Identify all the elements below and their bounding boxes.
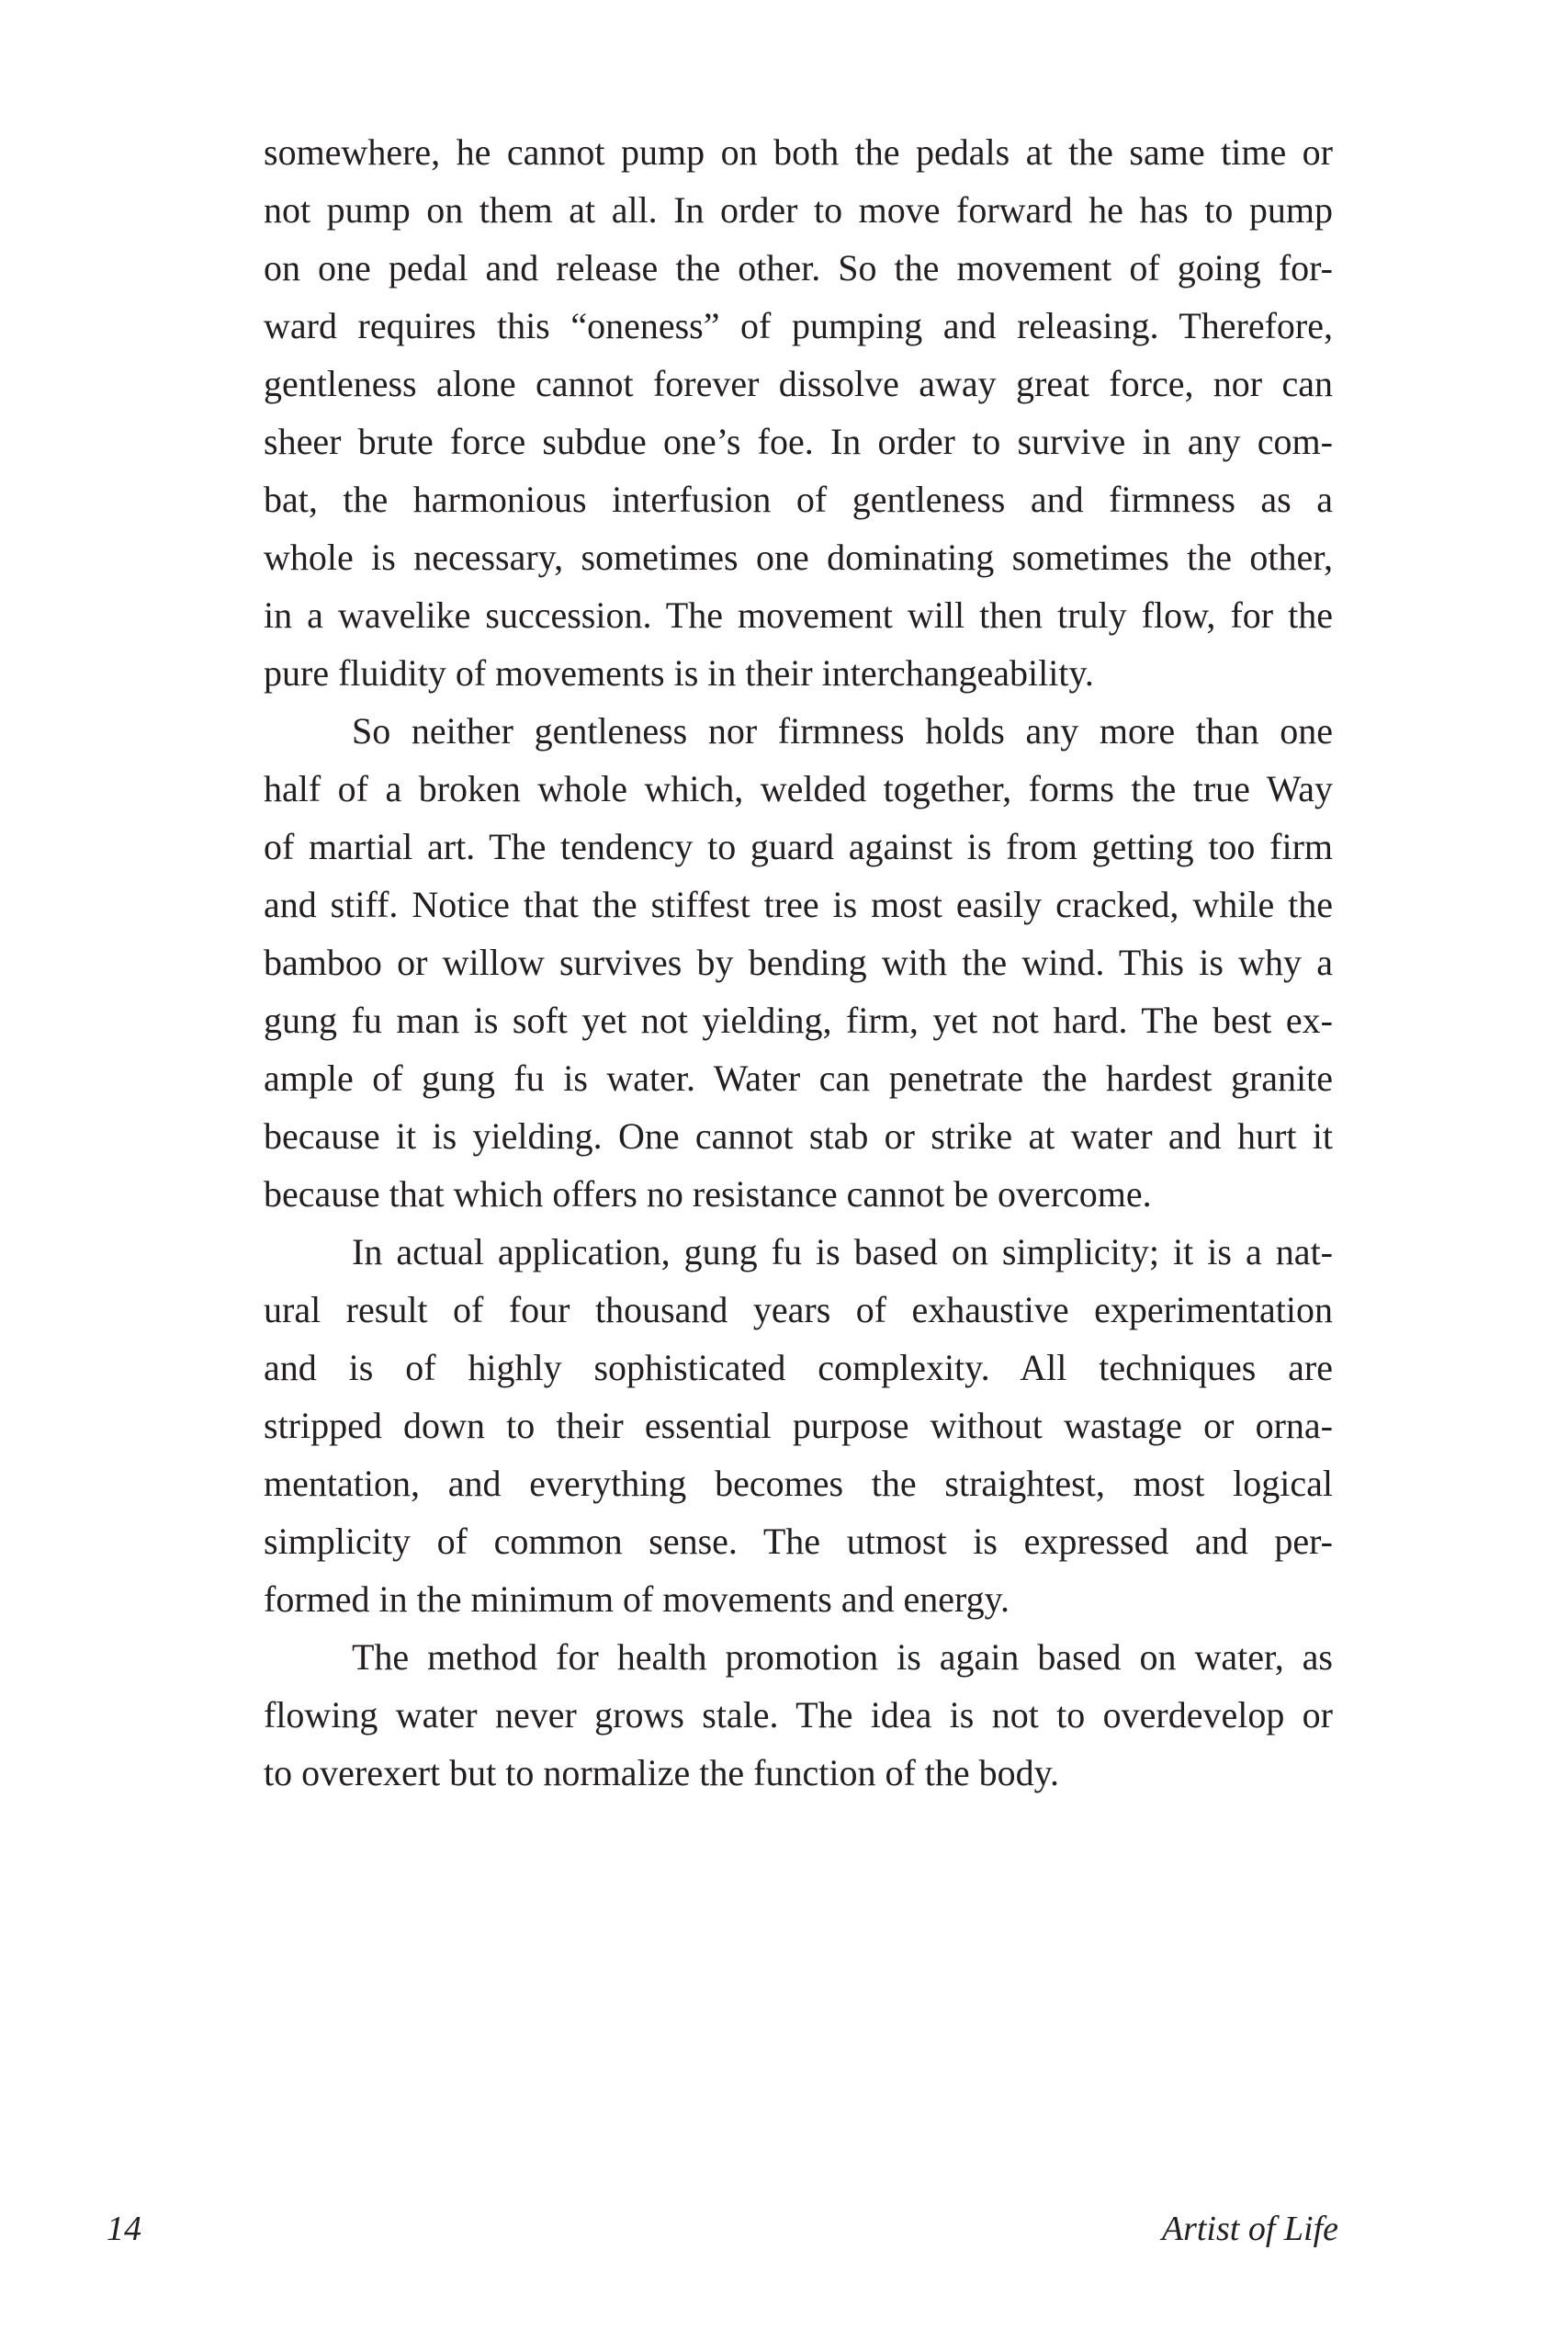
running-title: Artist of Life xyxy=(1161,2210,1338,2248)
text-line: in a wavelike succession. The movement will then truly flow, for the xyxy=(264,594,1333,636)
text-line: formed in the minimum of movements and energy. xyxy=(264,1578,1010,1620)
page-number: 14 xyxy=(107,2210,141,2248)
text-line: whole is necessary, sometimes one dominating sometimes the other, xyxy=(264,537,1333,578)
text-line: So neither gentleness nor firmness holds any more than one xyxy=(352,710,1333,752)
text-line: ward requires this “oneness” of pumping and releasing. Therefore, xyxy=(264,305,1333,346)
paragraph-4 xyxy=(264,1628,1333,1802)
text-line: because it is yielding. One cannot stab or strike at water and hurt it xyxy=(264,1115,1333,1157)
text-line: sheer brute force subdue one’s foe. In order to survive in any com- xyxy=(264,421,1333,462)
text-line: ural result of four thousand years of exhaustive experimentation xyxy=(264,1289,1333,1330)
text-line: The method for health promotion is again based on water, as xyxy=(352,1636,1333,1678)
text-line: somewhere, he cannot pump on both the pedals at the same time or xyxy=(264,131,1333,173)
text-line: half of a broken whole which, welded together, forms the true Way xyxy=(264,768,1333,809)
text-line: simplicity of common sense. The utmost is expressed and per- xyxy=(264,1521,1333,1562)
text-line: and stiff. Notice that the stiffest tree is most easily cracked, while the xyxy=(264,884,1333,925)
text-line: In actual application, gung fu is based on simplicity; it is a nat- xyxy=(352,1231,1333,1272)
text-line: pure fluidity of movements is in their interchangeability. xyxy=(264,652,1094,694)
paragraph-1 xyxy=(264,123,1333,702)
text-line: gung fu man is soft yet not yielding, firm, yet not hard. The best ex- xyxy=(264,1000,1333,1041)
text-line: ample of gung fu is water. Water can penetrate the hardest granite xyxy=(264,1057,1333,1099)
paragraph-2 xyxy=(264,702,1333,1223)
text-line: on one pedal and release the other. So the movement of going for- xyxy=(264,247,1333,288)
text-line: mentation, and everything becomes the straightest, most logical xyxy=(264,1463,1333,1504)
text-line: to overexert but to normalize the function of the body. xyxy=(264,1752,1060,1793)
body-text xyxy=(264,123,1333,1802)
text-line: bat, the harmonious interfusion of gentleness and firmness as a xyxy=(264,479,1333,520)
text-line: stripped down to their essential purpose without wastage or orna- xyxy=(264,1405,1333,1446)
text-line: not pump on them at all. In order to move forward he has to pump xyxy=(264,189,1333,231)
text-line: flowing water never grows stale. The idea is not to overdevelop or xyxy=(264,1694,1333,1736)
text-line: because that which offers no resistance cannot be overcome. xyxy=(264,1173,1152,1215)
paragraph-3 xyxy=(264,1223,1333,1628)
text-line: of martial art. The tendency to guard against is from getting too firm xyxy=(264,826,1333,867)
text-line: gentleness alone cannot forever dissolve away great force, nor can xyxy=(264,363,1333,404)
text-line: and is of highly sophisticated complexity. All techniques are xyxy=(264,1347,1333,1388)
text-line: bamboo or willow survives by bending with the wind. This is why a xyxy=(264,942,1333,983)
